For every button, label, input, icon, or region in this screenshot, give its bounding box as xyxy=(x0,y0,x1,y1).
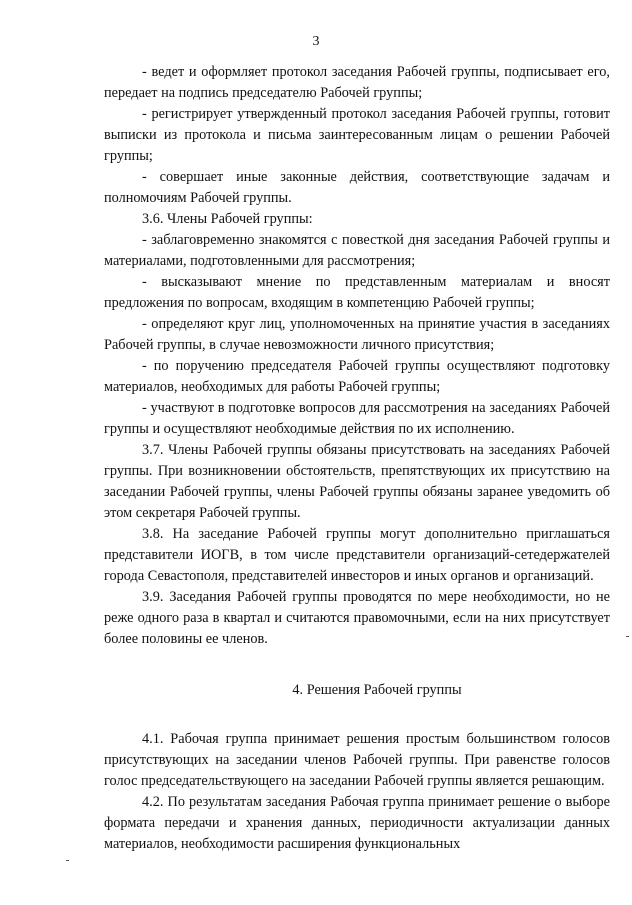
paragraph: 3.6. Члены Рабочей группы: xyxy=(142,211,313,227)
paragraph: 3.7. Члены Рабочей группы обязаны присутствовать на заседаниях Рабочей группы. При возникновении обстоятельств, препятствующих их присутствию на заседании Рабочей группы, члены Рабочей группы обязаны заранее уведомить об этом секретаря Рабочей группы. xyxy=(104,442,610,521)
paragraph: - заблаговременно знакомятся с повесткой дня заседания Рабочей группы и материалами, подготовленными для рассмотрения; xyxy=(104,232,610,269)
paragraph: - высказывают мнение по представленным материалам и вносят предложения по вопросам, входящим в компетенцию Рабочей группы; xyxy=(104,274,610,311)
paragraph: - совершает иные законные действия, соответствующие задачам и полномочиям Рабочей группы. xyxy=(104,169,610,206)
paragraph: 4.2. По результатам заседания Рабочая группа принимает решение о выборе формата передачи и хранения данных, периодичности актуализации данных материалов, необходимости расширения функциональных xyxy=(104,794,610,852)
section-heading: 4. Решения Рабочей группы xyxy=(292,682,462,698)
paragraph: - по поручению председателя Рабочей группы осуществляют подготовку материалов, необходимых для работы Рабочей группы; xyxy=(104,358,610,395)
paragraph: - регистрирует утвержденный протокол заседания Рабочей группы, готовит выписки из протокола и письма заинтересованным лицам о решении Рабочей группы; xyxy=(104,106,610,164)
page-number: 3 xyxy=(312,34,320,49)
document-body xyxy=(104,62,610,855)
paragraph: - участвуют в подготовке вопросов для рассмотрения на заседаниях Рабочей группы и осуществляют необходимые действия по их исполнению. xyxy=(104,400,610,437)
paragraph: - ведет и оформляет протокол заседания Рабочей группы, подписывает его, передает на подпись председателю Рабочей группы; xyxy=(104,64,610,101)
scan-speck xyxy=(626,636,629,637)
scan-speck xyxy=(66,860,69,861)
paragraph: 4.1. Рабочая группа принимает решения простым большинством голосов присутствующих на заседании членов Рабочей группы. При равенстве голосов голос председательствующего на заседании Рабочей группы является решающим. xyxy=(104,731,610,789)
paragraph: 3.9. Заседания Рабочей группы проводятся по мере необходимости, но не реже одного раза в квартал и считаются правомочными, если на них присутствует более половины ее членов. xyxy=(104,589,610,647)
paragraph: - определяют круг лиц, уполномоченных на принятие участия в заседаниях Рабочей группы, в случае невозможности личного присутствия; xyxy=(104,316,610,353)
paragraph: 3.8. На заседание Рабочей группы могут дополнительно приглашаться представители ИОГВ, в том числе представители организаций-сетедержателей города Севастополя, представителей инвесторов и иных органов и организаций. xyxy=(104,526,610,584)
